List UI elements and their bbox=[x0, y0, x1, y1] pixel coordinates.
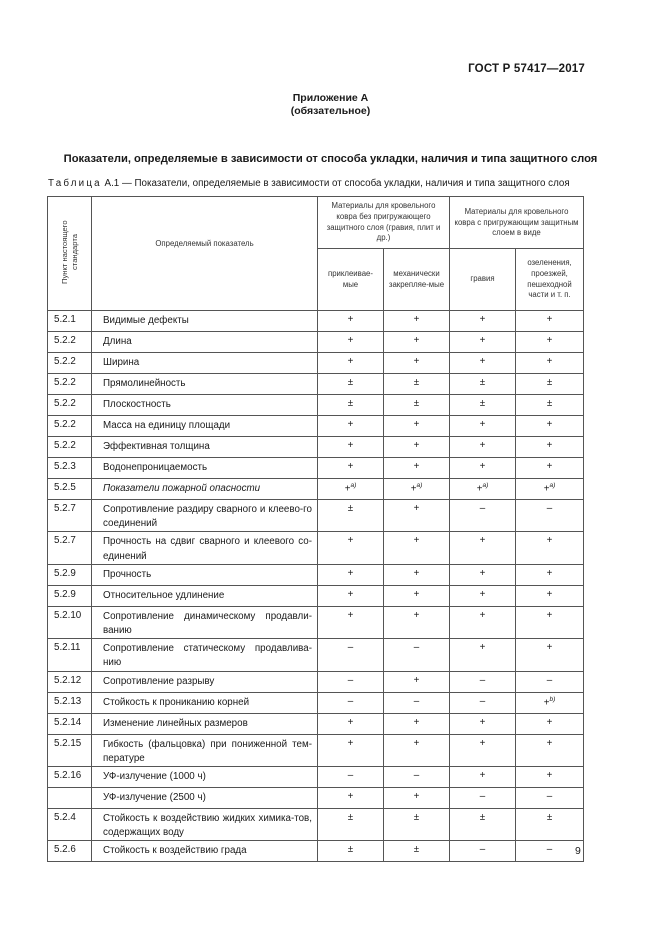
item-cell: 5.2.5 bbox=[48, 479, 92, 500]
mark-cell bbox=[450, 788, 516, 809]
mark-value: + bbox=[479, 440, 486, 451]
mark-cell bbox=[516, 500, 584, 532]
mark-cell bbox=[384, 416, 450, 437]
table-row bbox=[48, 713, 584, 734]
indicator-cell: Относительное удлинение bbox=[92, 585, 318, 606]
mark-value: + bbox=[546, 356, 553, 367]
mark-cell bbox=[516, 788, 584, 809]
mark-value: – bbox=[546, 503, 553, 514]
indicator-cell: Ширина bbox=[92, 353, 318, 374]
indicator-cell: Стойкость к воздействию града bbox=[92, 841, 318, 862]
mark-cell bbox=[450, 606, 516, 638]
mark-cell bbox=[516, 374, 584, 395]
mark-cell bbox=[318, 713, 384, 734]
header-indicator: Определяемый показатель bbox=[92, 197, 318, 311]
mark-value: + bbox=[413, 716, 420, 728]
mark-value: + bbox=[347, 314, 354, 325]
mark-cell bbox=[450, 416, 516, 437]
table-row bbox=[48, 532, 584, 564]
mark-cell bbox=[318, 374, 384, 395]
table-row bbox=[48, 353, 584, 374]
mark-value: + bbox=[413, 461, 420, 472]
mark-value: + bbox=[546, 609, 553, 621]
header-gravel: гравия bbox=[450, 249, 516, 311]
mark-cell bbox=[384, 532, 450, 564]
mark-value: + bbox=[413, 609, 420, 621]
mark-cell bbox=[516, 332, 584, 353]
table-row bbox=[48, 458, 584, 479]
mark-value: – bbox=[347, 674, 354, 686]
section-title: Показатели, определяемые в зависимости от способа укладки, наличия и типа защитного слоя bbox=[63, 153, 598, 165]
mark-value: + bbox=[413, 440, 420, 451]
mark-value: + bbox=[413, 335, 420, 346]
mark-value: ± bbox=[347, 377, 354, 388]
table-row bbox=[48, 395, 584, 416]
table-row bbox=[48, 564, 584, 585]
indicator-cell: Сопротивление разрыву bbox=[92, 671, 318, 692]
mark-cell bbox=[384, 564, 450, 585]
mark-cell bbox=[516, 458, 584, 479]
mark-cell bbox=[450, 564, 516, 585]
footnote-mark: a) bbox=[350, 482, 357, 489]
mark-cell bbox=[384, 606, 450, 638]
header-mechanical: механически закрепляе-мые bbox=[384, 249, 450, 311]
mark-cell bbox=[318, 353, 384, 374]
mark-value: + bbox=[546, 461, 553, 472]
item-cell: 5.2.9 bbox=[48, 585, 92, 606]
mark-cell bbox=[318, 788, 384, 809]
mark-cell bbox=[516, 416, 584, 437]
mark-cell bbox=[450, 532, 516, 564]
mark-cell bbox=[384, 458, 450, 479]
mark-value: – bbox=[546, 674, 553, 686]
mark-value: + bbox=[413, 567, 420, 579]
mark-cell bbox=[450, 585, 516, 606]
mark-value: + bbox=[479, 314, 486, 325]
page-number: 9 bbox=[575, 845, 581, 857]
mark-cell bbox=[318, 479, 384, 500]
table-row bbox=[48, 692, 584, 713]
mark-value: ± bbox=[546, 812, 553, 824]
mark-cell bbox=[318, 500, 384, 532]
mark-value: ± bbox=[347, 503, 354, 514]
mark-value: + bbox=[347, 737, 354, 749]
mark-value: + bbox=[347, 461, 354, 472]
mark-cell bbox=[516, 532, 584, 564]
mark-value: + bbox=[546, 440, 553, 451]
mark-cell bbox=[384, 311, 450, 332]
indicator-cell: Водонепроницаемость bbox=[92, 458, 318, 479]
mark-cell bbox=[516, 713, 584, 734]
header-group-ballasted: Материалы для кровельного ковра с пригружающим защитным слоем в виде bbox=[450, 197, 584, 249]
mark-cell bbox=[450, 841, 516, 862]
mark-value: + bbox=[344, 483, 351, 495]
item-cell: 5.2.7 bbox=[48, 500, 92, 532]
table-row bbox=[48, 734, 584, 766]
table-row bbox=[48, 479, 584, 500]
mark-value: + bbox=[546, 314, 553, 325]
item-cell: 5.2.2 bbox=[48, 332, 92, 353]
mark-cell bbox=[318, 767, 384, 788]
indicator-cell: Изменение линейных размеров bbox=[92, 713, 318, 734]
mark-value: + bbox=[347, 716, 354, 728]
item-cell: 5.2.2 bbox=[48, 353, 92, 374]
indicator-cell: УФ-излучение (2500 ч) bbox=[92, 788, 318, 809]
mark-cell bbox=[318, 671, 384, 692]
mark-cell bbox=[450, 809, 516, 841]
indicator-cell: Показатели пожарной опасности bbox=[92, 479, 318, 500]
mark-cell bbox=[516, 767, 584, 788]
mark-value: + bbox=[347, 440, 354, 451]
mark-cell bbox=[384, 353, 450, 374]
mark-cell bbox=[450, 671, 516, 692]
mark-value: + bbox=[413, 737, 420, 749]
item-cell: 5.2.15 bbox=[48, 734, 92, 766]
item-cell: 5.2.2 bbox=[48, 395, 92, 416]
mark-cell bbox=[516, 479, 584, 500]
table-row bbox=[48, 767, 584, 788]
mark-value: + bbox=[347, 791, 354, 803]
mark-value: – bbox=[347, 642, 354, 654]
table-caption bbox=[48, 178, 570, 189]
table-row bbox=[48, 311, 584, 332]
mark-value: + bbox=[479, 461, 486, 472]
mark-cell bbox=[318, 692, 384, 713]
mark-value: + bbox=[413, 588, 420, 600]
table-row bbox=[48, 841, 584, 862]
mark-value: – bbox=[413, 770, 420, 782]
mark-cell bbox=[516, 437, 584, 458]
table-row bbox=[48, 606, 584, 638]
mark-value: + bbox=[413, 419, 420, 430]
table-row bbox=[48, 416, 584, 437]
mark-cell bbox=[318, 606, 384, 638]
table-row bbox=[48, 788, 584, 809]
mark-value: + bbox=[479, 335, 486, 346]
mark-value: + bbox=[479, 535, 486, 547]
item-cell: 5.2.10 bbox=[48, 606, 92, 638]
mark-value: + bbox=[347, 356, 354, 367]
mark-cell bbox=[450, 311, 516, 332]
mark-value: + bbox=[546, 419, 553, 430]
mark-cell bbox=[516, 311, 584, 332]
mark-cell bbox=[318, 458, 384, 479]
standard-number: ГОСТ Р 57417—2017 bbox=[468, 63, 585, 75]
mark-cell bbox=[516, 734, 584, 766]
mark-cell bbox=[450, 500, 516, 532]
mark-value: – bbox=[479, 503, 486, 514]
mark-value: + bbox=[413, 503, 420, 514]
mark-value: – bbox=[413, 695, 420, 707]
mark-cell bbox=[318, 564, 384, 585]
mark-value: – bbox=[347, 695, 354, 707]
mark-cell bbox=[318, 416, 384, 437]
mark-cell bbox=[450, 332, 516, 353]
item-cell: 5.2.11 bbox=[48, 639, 92, 671]
mark-cell bbox=[450, 353, 516, 374]
mark-value: + bbox=[347, 535, 354, 547]
caption-prefix: Таблица bbox=[48, 178, 102, 189]
header-group-unballasted: Материалы для кровельного ковра без пригружающего защитного слоя (гравия, плит и др.) bbox=[318, 197, 450, 249]
item-cell: 5.2.2 bbox=[48, 437, 92, 458]
indicator-cell: Масса на единицу площади bbox=[92, 416, 318, 437]
mark-value: + bbox=[347, 609, 354, 621]
table-row bbox=[48, 671, 584, 692]
mark-cell bbox=[384, 395, 450, 416]
mark-cell bbox=[384, 374, 450, 395]
mark-cell bbox=[516, 564, 584, 585]
mark-value: ± bbox=[347, 844, 354, 856]
header-item-label: Пункт настоящего стандарта bbox=[59, 219, 79, 284]
mark-cell bbox=[450, 437, 516, 458]
mark-value: ± bbox=[479, 398, 486, 409]
mark-value: + bbox=[347, 567, 354, 579]
mark-cell bbox=[384, 713, 450, 734]
item-cell: 5.2.2 bbox=[48, 416, 92, 437]
indicator-cell: Сопротивление раздиру сварного и клеево-го соединений bbox=[92, 500, 318, 532]
mark-value: ± bbox=[413, 844, 420, 856]
item-cell: 5.2.4 bbox=[48, 809, 92, 841]
table-row bbox=[48, 374, 584, 395]
mark-value: + bbox=[410, 483, 417, 495]
mark-cell bbox=[516, 671, 584, 692]
mark-value: + bbox=[546, 642, 553, 654]
header-adhered: приклеивае-мые bbox=[318, 249, 384, 311]
footnote-mark: b) bbox=[549, 695, 556, 703]
mark-cell bbox=[384, 671, 450, 692]
mark-value: ± bbox=[413, 398, 420, 409]
mark-cell bbox=[450, 374, 516, 395]
mark-value: + bbox=[413, 356, 420, 367]
mark-value: – bbox=[546, 791, 553, 803]
indicator-cell: Эффективная толщина bbox=[92, 437, 318, 458]
mark-cell bbox=[384, 639, 450, 671]
item-cell: 5.2.9 bbox=[48, 564, 92, 585]
mark-value: + bbox=[543, 696, 550, 708]
mark-cell bbox=[318, 734, 384, 766]
mark-cell bbox=[384, 479, 450, 500]
mark-value: + bbox=[546, 567, 553, 579]
appendix-title: Приложение А bbox=[292, 92, 369, 104]
indicator-cell: УФ-излучение (1000 ч) bbox=[92, 767, 318, 788]
mark-value: + bbox=[479, 737, 486, 749]
mark-value: + bbox=[347, 335, 354, 346]
mark-value: + bbox=[347, 419, 354, 430]
mark-value: + bbox=[479, 356, 486, 367]
mark-cell bbox=[450, 692, 516, 713]
item-cell bbox=[48, 788, 92, 809]
mark-cell bbox=[384, 767, 450, 788]
mark-cell bbox=[450, 458, 516, 479]
table-row bbox=[48, 809, 584, 841]
mark-cell bbox=[318, 639, 384, 671]
item-cell: 5.2.12 bbox=[48, 671, 92, 692]
mark-cell bbox=[450, 395, 516, 416]
mark-cell bbox=[384, 437, 450, 458]
mark-value: + bbox=[546, 535, 553, 547]
item-cell: 5.2.13 bbox=[48, 692, 92, 713]
mark-value: + bbox=[479, 419, 486, 430]
mark-cell bbox=[318, 532, 384, 564]
item-cell: 5.2.7 bbox=[48, 532, 92, 564]
indicator-cell: Стойкость к воздействию жидких химика-тов, содержащих воду bbox=[92, 809, 318, 841]
indicator-cell: Плоскостность bbox=[92, 395, 318, 416]
mark-value: + bbox=[546, 335, 553, 346]
mark-cell bbox=[450, 767, 516, 788]
mark-cell bbox=[516, 639, 584, 671]
mark-cell bbox=[516, 841, 584, 862]
item-cell: 5.2.6 bbox=[48, 841, 92, 862]
mark-cell bbox=[318, 437, 384, 458]
indicator-cell: Сопротивление статическому продавлива-нию bbox=[92, 639, 318, 671]
mark-cell bbox=[318, 585, 384, 606]
header-greening: озеленения, проезжей, пешеходной части и т. п. bbox=[516, 249, 584, 311]
mark-cell bbox=[450, 734, 516, 766]
mark-value: – bbox=[479, 844, 486, 856]
appendix-status: (обязательное) bbox=[290, 105, 371, 117]
mark-value: ± bbox=[546, 377, 553, 388]
mark-value: – bbox=[479, 674, 486, 686]
header-item bbox=[48, 197, 92, 311]
mark-value: + bbox=[546, 716, 553, 728]
mark-cell bbox=[384, 500, 450, 532]
item-cell: 5.2.3 bbox=[48, 458, 92, 479]
mark-value: + bbox=[347, 588, 354, 600]
mark-value: + bbox=[476, 483, 483, 495]
item-cell: 5.2.16 bbox=[48, 767, 92, 788]
mark-value: ± bbox=[347, 812, 354, 824]
mark-cell bbox=[516, 606, 584, 638]
mark-cell bbox=[450, 639, 516, 671]
mark-value: + bbox=[413, 674, 420, 686]
mark-cell bbox=[516, 353, 584, 374]
mark-cell bbox=[384, 809, 450, 841]
mark-cell bbox=[318, 332, 384, 353]
indicator-cell: Прочность на сдвиг сварного и клеевого со-единений bbox=[92, 532, 318, 564]
mark-value: + bbox=[413, 791, 420, 803]
mark-cell bbox=[516, 585, 584, 606]
mark-value: ± bbox=[413, 812, 420, 824]
mark-cell bbox=[450, 479, 516, 500]
mark-value: – bbox=[413, 642, 420, 654]
table-row bbox=[48, 500, 584, 532]
mark-value: ± bbox=[479, 812, 486, 824]
mark-value: + bbox=[546, 737, 553, 749]
mark-value: + bbox=[413, 314, 420, 325]
mark-value: – bbox=[479, 791, 486, 803]
indicator-cell: Длина bbox=[92, 332, 318, 353]
mark-cell bbox=[516, 692, 584, 713]
mark-cell bbox=[318, 809, 384, 841]
mark-value: + bbox=[479, 588, 486, 600]
table-row bbox=[48, 437, 584, 458]
item-cell: 5.2.1 bbox=[48, 311, 92, 332]
mark-value: + bbox=[546, 588, 553, 600]
mark-value: + bbox=[413, 535, 420, 547]
mark-cell bbox=[516, 395, 584, 416]
footnote-mark: a) bbox=[549, 482, 556, 489]
footnote-mark: a) bbox=[482, 482, 489, 489]
mark-value: – bbox=[546, 844, 553, 856]
mark-value: ± bbox=[413, 377, 420, 388]
mark-cell bbox=[384, 734, 450, 766]
footnote-mark: a) bbox=[416, 482, 423, 489]
indicators-table bbox=[47, 196, 584, 862]
item-cell: 5.2.14 bbox=[48, 713, 92, 734]
mark-value: + bbox=[479, 567, 486, 579]
mark-value: ± bbox=[546, 398, 553, 409]
indicator-cell: Прочность bbox=[92, 564, 318, 585]
mark-cell bbox=[384, 788, 450, 809]
indicator-cell: Стойкость к прониканию корней bbox=[92, 692, 318, 713]
table-row bbox=[48, 585, 584, 606]
mark-value: ± bbox=[347, 398, 354, 409]
indicator-cell: Видимые дефекты bbox=[92, 311, 318, 332]
mark-cell bbox=[516, 809, 584, 841]
mark-cell bbox=[384, 841, 450, 862]
item-cell: 5.2.2 bbox=[48, 374, 92, 395]
caption-text: А.1 — Показатели, определяемые в зависимости от способа укладки, наличия и типа защитного слоя bbox=[104, 178, 570, 189]
mark-value: + bbox=[543, 483, 550, 495]
mark-value: + bbox=[479, 770, 486, 782]
mark-cell bbox=[318, 311, 384, 332]
table-row bbox=[48, 639, 584, 671]
mark-cell bbox=[384, 585, 450, 606]
mark-cell bbox=[384, 332, 450, 353]
mark-value: – bbox=[479, 695, 486, 707]
mark-value: – bbox=[347, 770, 354, 782]
indicator-cell: Прямолинейность bbox=[92, 374, 318, 395]
mark-cell bbox=[318, 395, 384, 416]
table-row bbox=[48, 332, 584, 353]
mark-value: + bbox=[546, 770, 553, 782]
indicator-cell: Сопротивление динамическому продавли-ванию bbox=[92, 606, 318, 638]
mark-cell bbox=[318, 841, 384, 862]
mark-value: + bbox=[479, 642, 486, 654]
mark-value: + bbox=[479, 716, 486, 728]
table-body bbox=[48, 311, 584, 862]
mark-cell bbox=[450, 713, 516, 734]
mark-value: ± bbox=[479, 377, 486, 388]
mark-cell bbox=[384, 692, 450, 713]
indicator-cell: Гибкость (фальцовка) при пониженной тем-пературе bbox=[92, 734, 318, 766]
mark-value: + bbox=[479, 609, 486, 621]
